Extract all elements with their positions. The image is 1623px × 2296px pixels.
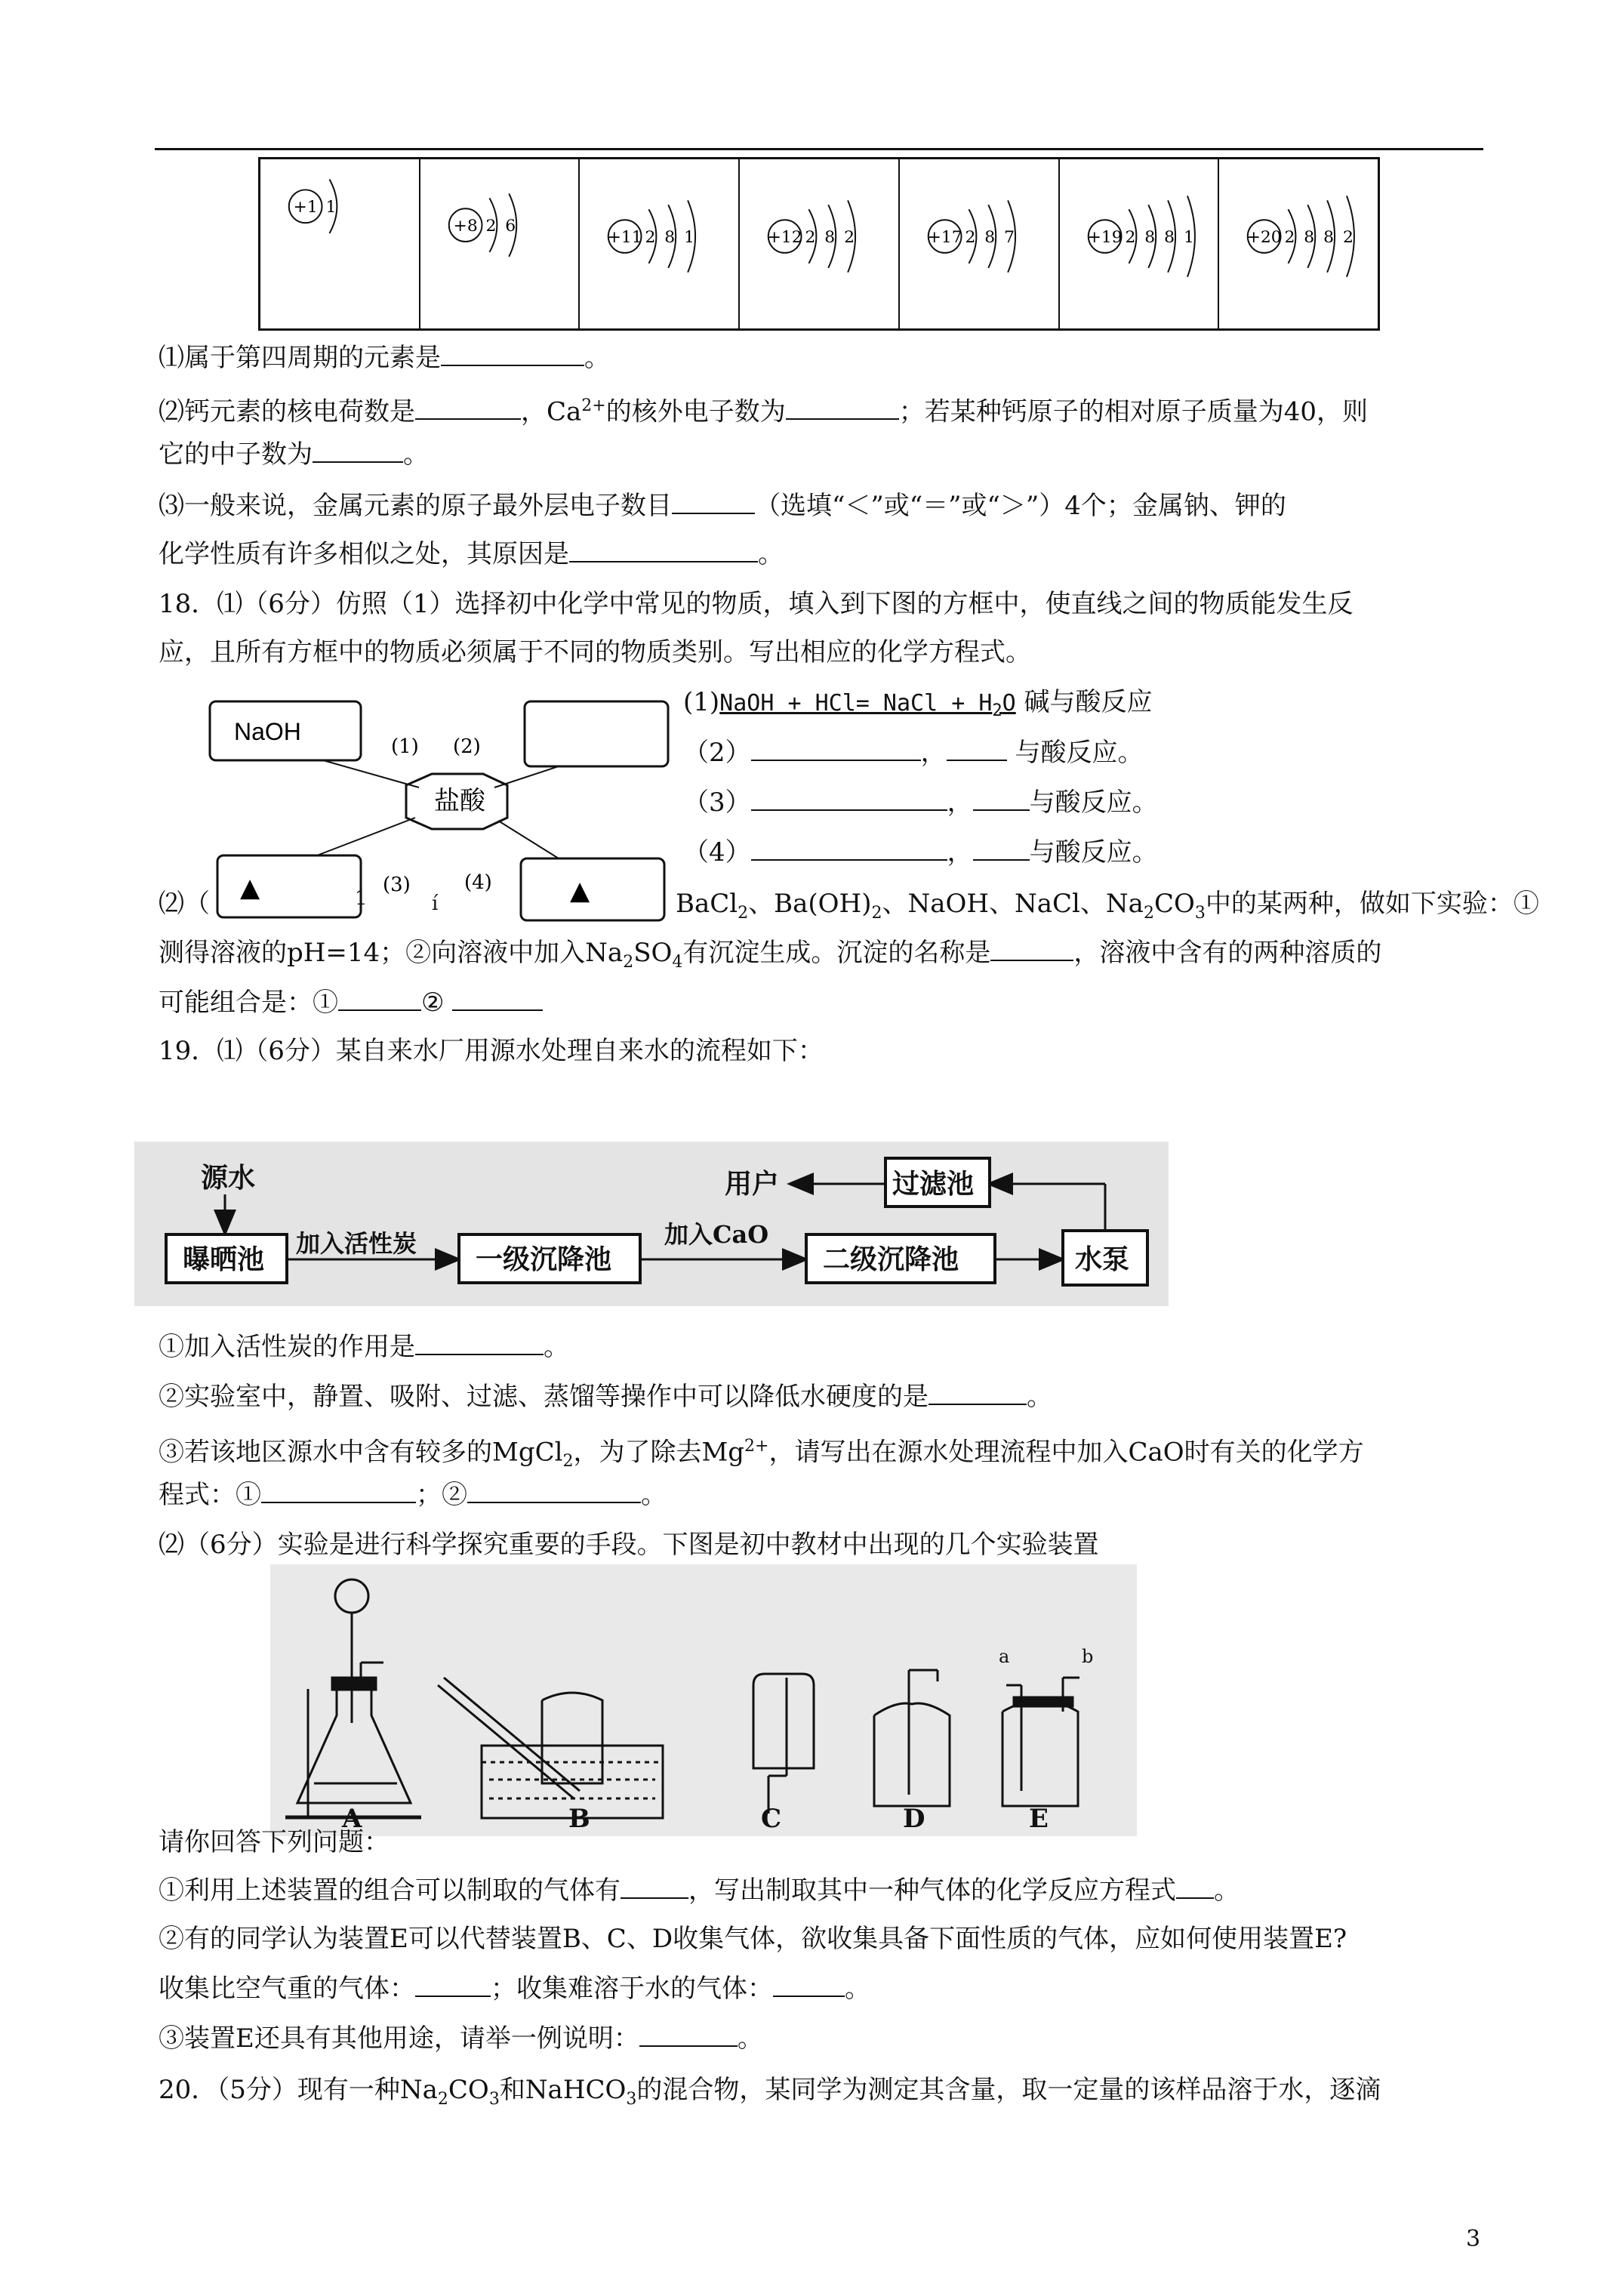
apparatus-label-e: E [1029,1804,1049,1834]
shell-electrons: 2 [1343,228,1354,248]
shell-electrons: 2 [645,228,656,248]
shell-electrons: 2 [485,217,497,236]
apparatus-label-d: D [903,1804,925,1834]
link-label-3: (3) [383,874,411,896]
shell-electrons: 8 [1144,228,1155,248]
acid-reaction-diagram [204,691,687,940]
water-treatment-flow [134,1142,1169,1306]
flow-add-carbon: 加入活性炭 [296,1229,417,1258]
q17-part1: ⑴属于第四周期的元素是 。 [159,343,610,373]
atom-cell [420,159,581,328]
shell-electrons: 1 [1183,228,1194,248]
blank-box-top-right [525,701,668,766]
blank-box-bottom-right [521,858,664,920]
shell-electrons: 2 [1125,228,1135,248]
link-label-1: (1) [391,735,419,758]
q18-part2-line2: 测得溶液的pH=14；②向溶液中加入$Na_2SO_4$有沉淀生成。沉淀的名称是 ，溶液中含有的两种溶质的 [159,938,1382,972]
atom-cell [740,159,900,328]
q18-eq3: （3） ， 与酸反应。 [683,787,1158,818]
triangle-marker-right: ▲ [570,876,590,906]
link-label-4: (4) [464,871,492,894]
shell-electrons: 2 [1284,228,1295,248]
nucleus-charge: +12 [767,228,802,248]
q19-q3-cont: 程式：① ；② 。 [159,1480,667,1510]
q20-line1: 20．（5分）现有一种$Na_2CO_3$和NaHCO$_3$的混合物，某同学为测定其含量，取一定量的该样品溶于水，逐滴 [159,2075,1381,2109]
q18-part2-fragment: 1 [355,887,368,910]
hcl-label: 盐酸 [434,786,485,816]
flow-add-cao: 加入CaO [664,1220,769,1249]
shell-electrons: 8 [1323,228,1335,248]
q17-part3-cont: 化学性质有许多相似之处，其原因是 。 [159,539,784,569]
page-number: 3 [1466,2226,1481,2252]
atom-cell [580,159,740,328]
q18-part2-head: ⑵（ [159,889,210,919]
atom-cell [900,159,1060,328]
shell-electrons: 6 [505,217,516,236]
q18-eq4: （4） ， 与酸反应。 [683,837,1158,868]
shell-electrons: 2 [844,228,855,248]
nucleus-charge: +19 [1087,228,1123,248]
shell-electrons: 8 [824,228,836,248]
lab-apparatus-figure [270,1564,1137,1836]
shell-electrons: 1 [325,198,337,217]
q18-part2-line3: 可能组合是：① ② [159,986,543,1019]
shell-electrons: 8 [984,228,996,248]
nucleus-charge: +17 [927,228,962,248]
atom-cell [1060,159,1220,328]
apparatus-d [874,1670,950,1806]
blank-box-bottom-left [217,855,361,917]
apparatus-label-c: C [761,1804,782,1834]
shell-electrons: 8 [1163,228,1175,248]
q19-a1: ①利用上述装置的组合可以制取的气体有 ，写出制取其中一种气体的化学反应方程式 。 [159,1875,1240,1906]
triangle-marker-left: ▲ [240,873,260,903]
flow-step-sun: 曝晒池 [183,1244,265,1275]
apparatus-b [438,1678,663,1818]
port-label-b: b [1082,1646,1094,1667]
shell-electrons: 2 [805,228,816,248]
q19-a3: ③装置E还具有其他用途，请举一例说明： 。 [159,2023,763,2054]
q18-eq2: （2） ， 与酸反应。 [683,738,1144,768]
q19-q1: ①加入活性炭的作用是 。 [159,1332,569,1362]
apparatus-label-a: A [342,1804,362,1834]
flow-step-primary: 一级沉降池 [476,1244,612,1275]
shell-electrons: 2 [965,228,976,248]
q19-q3: ③若该地区源水中含有较多的MgCl$_2$，为了除去$Mg^{2+}$，请写出在源水处理流程中加入CaO时有关的化学方 [159,1437,1364,1472]
shell-electrons: 1 [684,228,695,248]
apparatus-e [1002,1678,1079,1806]
shell-electrons: 8 [1304,228,1315,248]
shell-electrons: 7 [1004,228,1015,248]
naoh-label: NaOH [234,718,301,745]
atom-structure-table [258,157,1380,331]
q18-part2-line1: BaCl$_2$、$Ba(OH)_2$、NaOH、NaCl、$Na_2CO_3$中的某两种，做如下实验：① [676,889,1539,923]
q17-part2-cont: 它的中子数为 。 [159,439,429,470]
q17-part3: ⑶一般来说，金属元素的原子最外层电子数目 （选填“＜”或“＝”或“＞”）4个；金属钠、钾的 [159,491,1286,521]
apparatus-a [285,1579,421,1817]
q19-line1: 19．⑴（6分）某自来水厂用源水处理自来水的流程如下： [159,1036,824,1066]
header-rule [155,148,1483,150]
flow-step-pump: 水泵 [1075,1244,1130,1275]
q19-a2-cont: 收集比空气重的气体： ；收集难溶于水的气体： 。 [159,1974,870,2004]
apparatus-label-b: B [568,1804,590,1834]
nucleus-charge: +1 [293,198,318,217]
q19-q2: ②实验室中，静置、吸附、过滤、蒸馏等操作中可以降低水硬度的是 。 [159,1382,1052,1412]
shell-electrons: 8 [664,228,676,248]
q17-part2: ⑵钙元素的核电荷数是 ，$Ca^{2+}$的核外电子数为 ；若某种钙原子的相对原子质量为40，则 [159,396,1368,427]
q18-eq1: (1)NaOH + HCl= NaCl + $H_2O$ 碱与酸反应 [683,687,1153,720]
q18-line2: 应，且所有方框中的物质必须属于不同的物质类别。写出相应的化学方程式。 [159,637,1031,667]
q18-part2-fragment2: í [432,892,439,915]
flow-source: 源水 [201,1162,256,1194]
flow-step-user: 用户 [725,1168,780,1200]
link-label-2: (2) [453,735,481,758]
apparatus-c [753,1674,814,1814]
q19-ask: 请你回答下列问题： [159,1827,390,1857]
q18-line1: 18．⑴（6分）仿照（1）选择初中化学中常见的物质，填入到下图的方框中，使直线之间的物质能发生反 [159,589,1354,619]
port-label-a: a [999,1646,1010,1667]
q19-part2: ⑵（6分）实验是进行科学探究重要的手段。下图是初中教材中出现的几个实验装置 [159,1530,1099,1560]
q19-a2: ②有的同学认为装置E可以代替装置B、C、D收集气体，欲收集具备下面性质的气体，应如何使用装置E? [159,1924,1347,1954]
nucleus-charge: +20 [1246,228,1283,248]
nucleus-charge: +8 [453,217,478,236]
flow-step-secondary: 二级沉降池 [823,1244,959,1275]
atom-cell [1219,159,1378,328]
nucleus-charge: +11 [608,228,643,248]
flow-step-filter: 过滤池 [892,1168,975,1200]
atom-cell [260,159,420,328]
